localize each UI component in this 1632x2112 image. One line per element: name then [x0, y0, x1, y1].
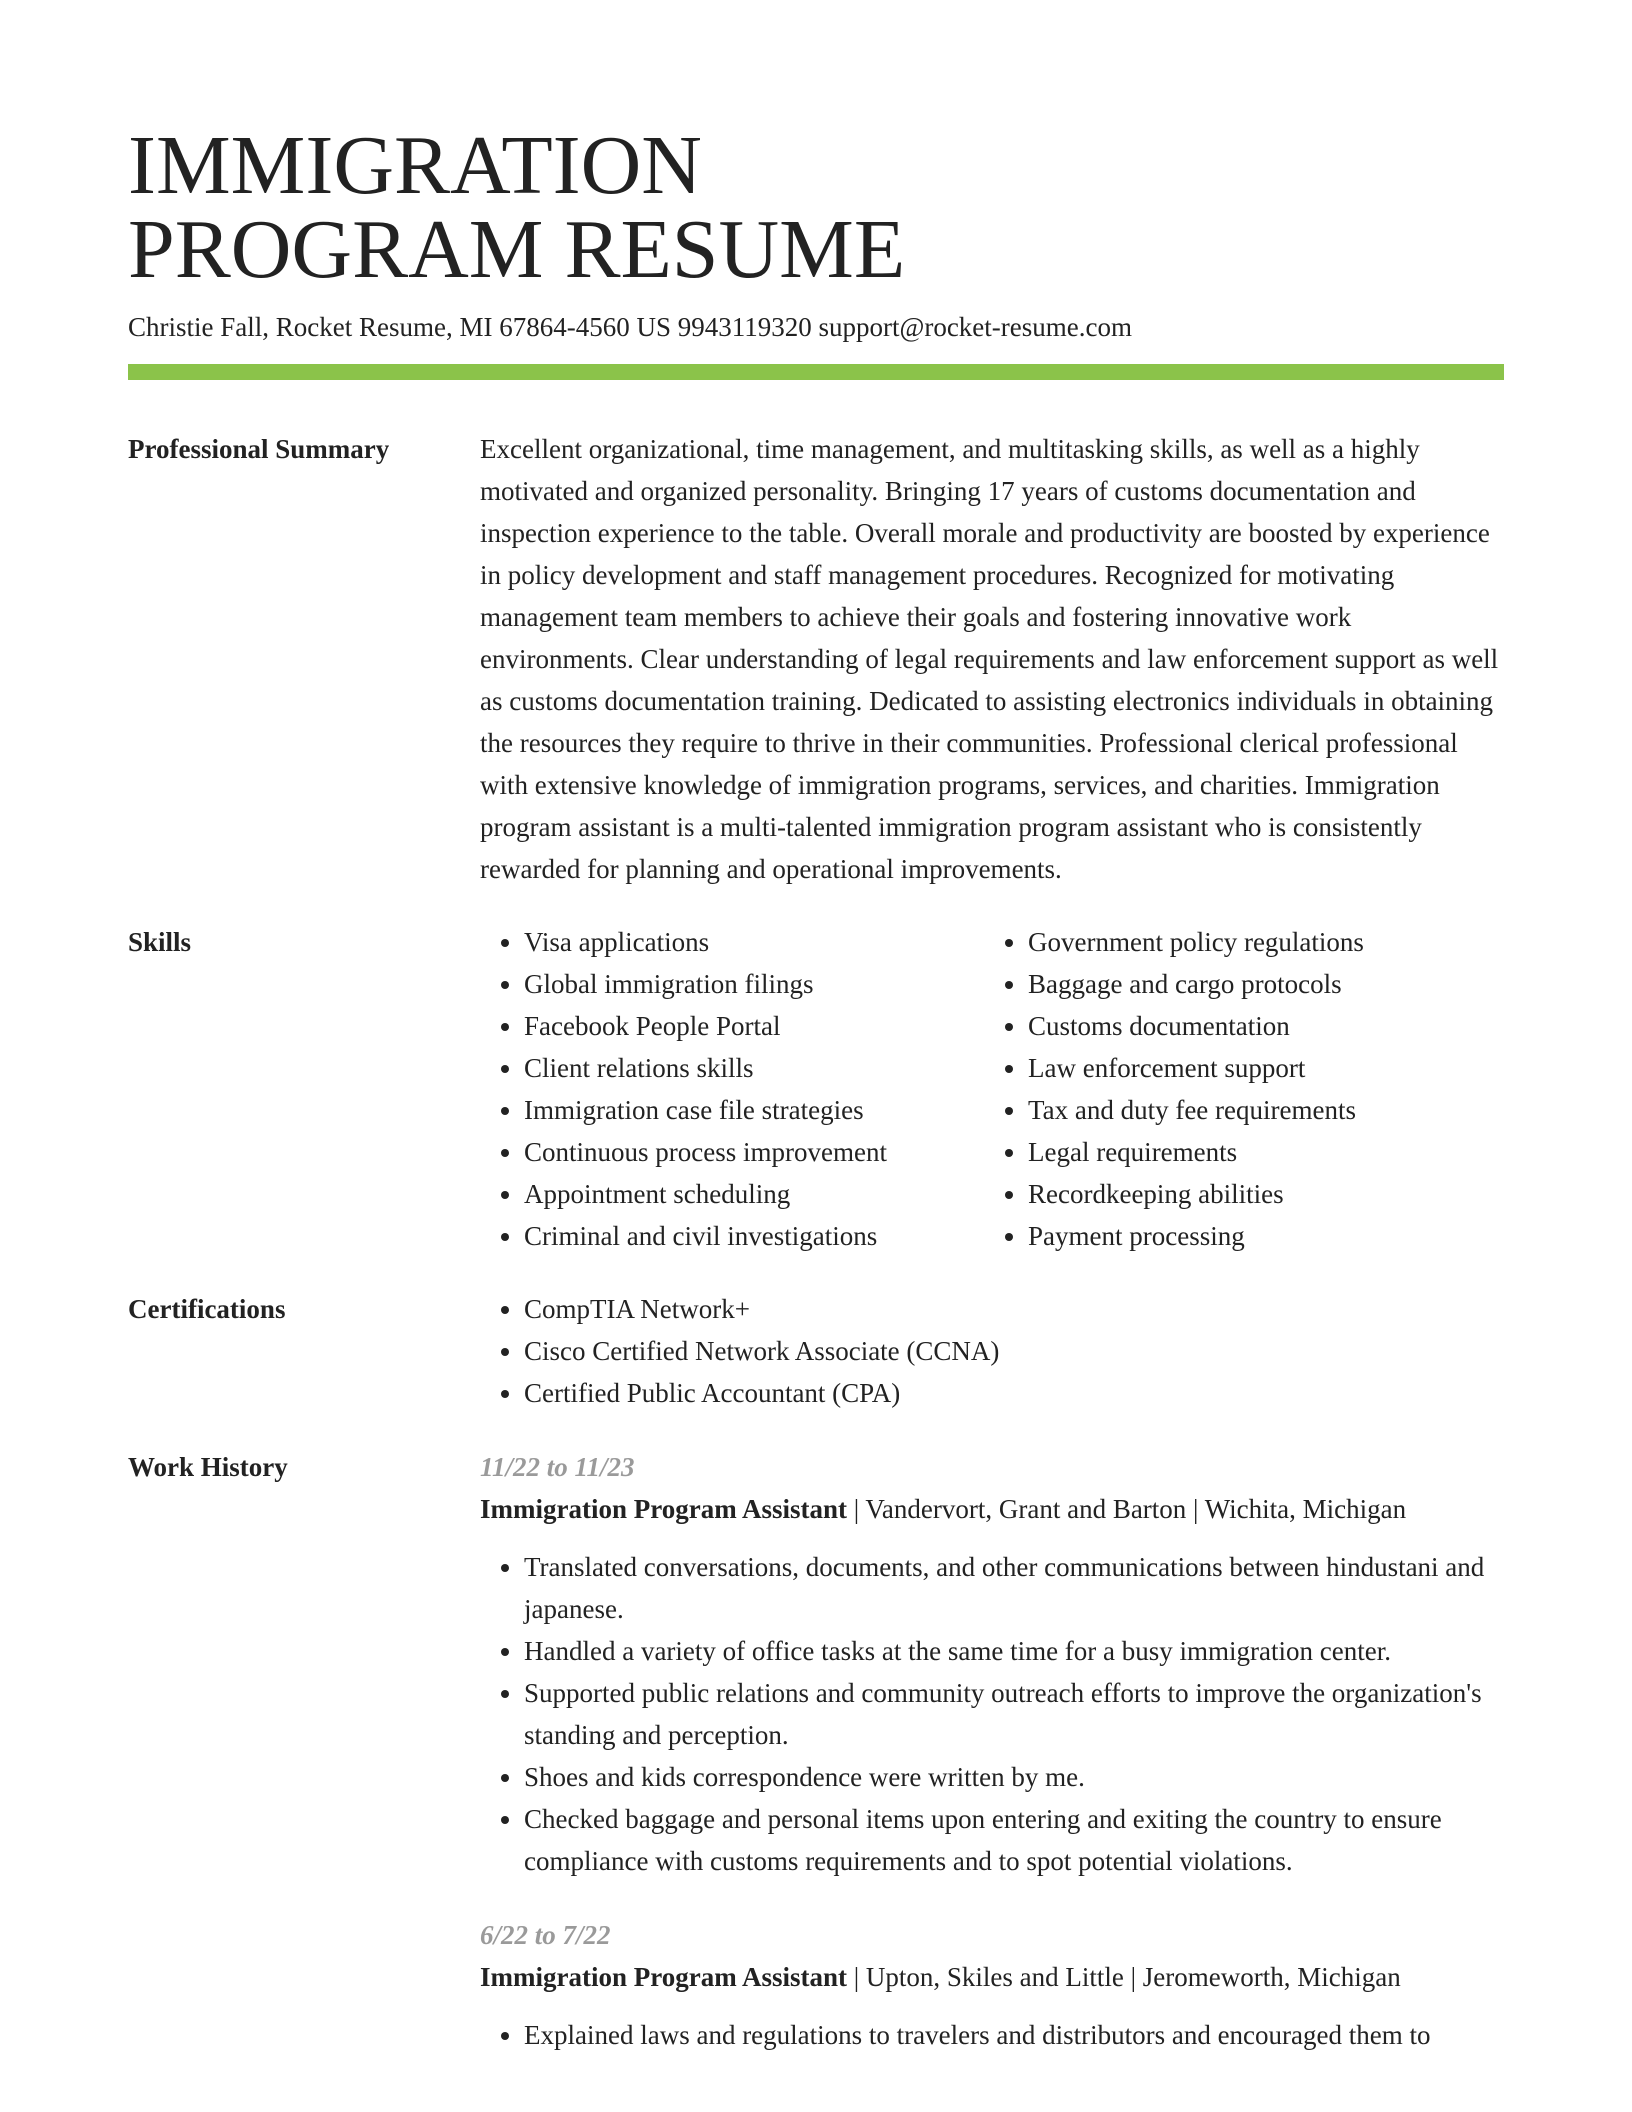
job-bullet: • Explained laws and regulations to travelers and distributors and encouraged them to [524, 2014, 1504, 2056]
summary-section [128, 428, 1504, 890]
skills-section [128, 921, 1504, 1257]
skill-item: • Recordkeeping abilities [1028, 1173, 1488, 1215]
job-bullet: • Shoes and kids correspondence were written by me. [524, 1756, 1504, 1798]
certification-item: • Certified Public Accountant (CPA) [524, 1372, 1504, 1414]
job-bullet: • Supported public relations and community outreach efforts to improve the organization's standing and perception. [524, 1672, 1504, 1756]
certifications-content [480, 1288, 1504, 1414]
skills-column-left [480, 921, 984, 1257]
skill-item: • Tax and duty fee requirements [1028, 1089, 1488, 1131]
skills-list-right [984, 921, 1488, 1257]
skills-column-right [984, 921, 1488, 1257]
skill-item: • Visa applications [524, 921, 984, 963]
skill-item: • Global immigration filings [524, 963, 984, 1005]
title-line-1: IMMIGRATION [128, 119, 702, 212]
skill-item: • Baggage and cargo protocols [1028, 963, 1488, 1005]
job-bullet-list [480, 2014, 1504, 2056]
job-bullet-list [480, 1546, 1504, 1882]
job-entry [480, 1914, 1504, 2056]
resume-page [128, 0, 1504, 2056]
contact-info: Christie Fall, Rocket Resume, MI 67864-4560 US 9943119320 support@rocket-resume.com [128, 312, 1132, 342]
job-bullet: • Translated conversations, documents, and other communications between hindustani and japanese. [524, 1546, 1504, 1630]
skills-content [480, 921, 1504, 1257]
skill-item: • Law enforcement support [1028, 1047, 1488, 1089]
summary-label: Professional Summary [128, 434, 390, 464]
work-history-label: Work History [128, 1452, 288, 1482]
skill-item: • Legal requirements [1028, 1131, 1488, 1173]
skill-item: • Criminal and civil investigations [524, 1215, 984, 1257]
skill-item: • Immigration case file strategies [524, 1089, 984, 1131]
certifications-list [480, 1288, 1504, 1414]
job-heading [480, 1488, 1504, 1530]
job-title: Immigration Program Assistant [480, 1962, 847, 1992]
job-dates: 11/22 to 11/23 [480, 1452, 635, 1482]
skill-item: • Appointment scheduling [524, 1173, 984, 1215]
skill-item: • Government policy regulations [1028, 921, 1488, 963]
resume-title [128, 119, 1504, 296]
certification-item: • Cisco Certified Network Associate (CCNA) [524, 1330, 1504, 1372]
summary-content [480, 428, 1504, 890]
work-history-content [480, 1446, 1504, 2056]
job-bullet: • Checked baggage and personal items upon entering and exiting the country to ensure compliance with customs requirements and to spot potential violations. [524, 1798, 1504, 1882]
job-entry [480, 1446, 1504, 1882]
title-line-2: PROGRAM RESUME [128, 203, 906, 296]
job-bullet: • Handled a variety of office tasks at the same time for a busy immigration center. [524, 1630, 1504, 1672]
skill-item: • Facebook People Portal [524, 1005, 984, 1047]
summary-text: Excellent organizational, time management, and multitasking skills, as well as a highly motivated and organized personality. Bringing 17 years of customs documentation and inspection experience to the table. Overall morale and productivity are boosted by experience in policy development and staff management procedures. Recognized for motivating management team members to achieve their goals and fostering innovative work environments. Clear understanding of legal requirements and law enforcement support as well as customs documentation training. Dedicated to assisting electronics individuals in obtaining the resources they require to thrive in their communities. Professional clerical professional with extensive knowledge of immigration programs, services, and charities. Immigration program assistant is a multi-talented immigration program assistant who is consistently rewarded for planning and operational improvements. [480, 434, 1499, 884]
certification-item: • CompTIA Network+ [524, 1288, 1504, 1330]
skills-label: Skills [128, 927, 192, 957]
job-title: Immigration Program Assistant [480, 1494, 847, 1524]
job-heading [480, 1956, 1504, 1998]
skill-item: • Payment processing [1028, 1215, 1488, 1257]
skill-item: • Customs documentation [1028, 1005, 1488, 1047]
work-history-section [128, 1446, 1504, 2056]
header-divider [128, 364, 1504, 380]
skill-item: • Client relations skills [524, 1047, 984, 1089]
job-dates: 6/22 to 7/22 [480, 1920, 611, 1950]
job-employer-location: | Upton, Skiles and Little | Jeromeworth, Michigan [846, 1962, 1401, 1992]
certifications-label: Certifications [128, 1294, 286, 1324]
skills-list-left [480, 921, 984, 1257]
certifications-section [128, 1288, 1504, 1414]
skill-item: • Continuous process improvement [524, 1131, 984, 1173]
job-employer-location: | Vandervort, Grant and Barton | Wichita, Michigan [846, 1494, 1407, 1524]
